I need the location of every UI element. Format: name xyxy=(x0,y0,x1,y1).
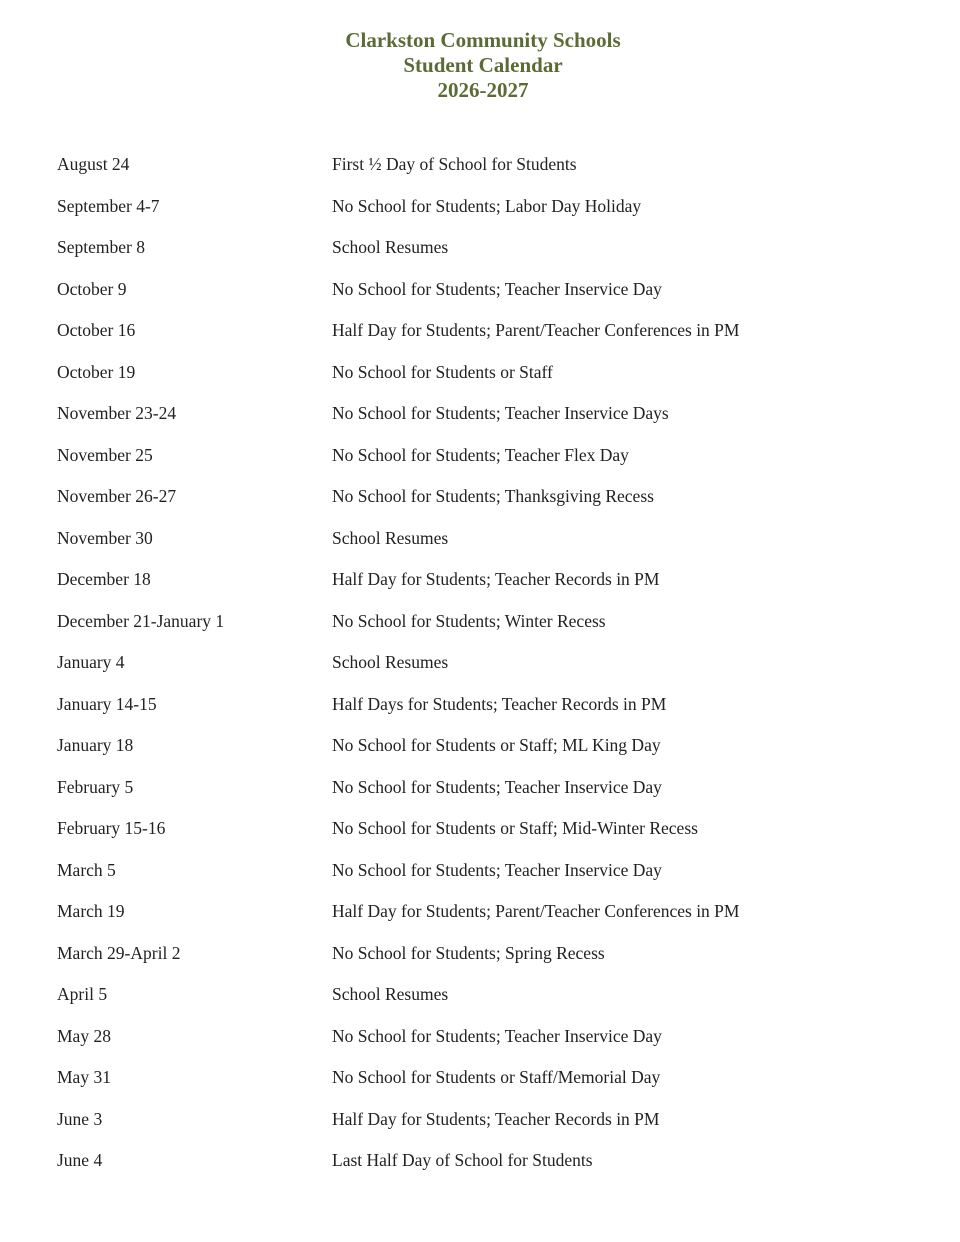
event-description: No School for Students or Staff; Mid-Winter Recess xyxy=(332,818,698,839)
list-item xyxy=(57,559,917,601)
list-item xyxy=(57,642,917,684)
event-description: No School for Students or Staff xyxy=(332,361,553,382)
event-description: Half Days for Students; Teacher Records in PM xyxy=(332,693,667,714)
event-date: June 4 xyxy=(57,1150,103,1171)
event-date: January 14-15 xyxy=(57,693,157,714)
list-item xyxy=(57,725,917,767)
list-item xyxy=(57,974,917,1016)
list-item xyxy=(57,310,917,352)
event-date: January 4 xyxy=(57,652,125,673)
event-date: November 23-24 xyxy=(57,403,177,424)
event-date: December 21-January 1 xyxy=(57,610,225,631)
event-date: May 28 xyxy=(57,1025,111,1046)
event-date: June 3 xyxy=(57,1108,103,1129)
list-item xyxy=(57,435,917,477)
calendar-event-list xyxy=(57,144,917,1182)
list-item xyxy=(57,891,917,933)
list-item xyxy=(57,518,917,560)
event-date: October 16 xyxy=(57,320,136,341)
list-item xyxy=(57,1140,917,1182)
event-date: September 8 xyxy=(57,237,145,258)
list-item xyxy=(57,1099,917,1141)
list-item xyxy=(57,1016,917,1058)
event-description: No School for Students; Teacher Inservice Days xyxy=(332,403,669,424)
event-description: School Resumes xyxy=(332,984,449,1005)
event-date: August 24 xyxy=(57,154,130,175)
school-name: Clarkston Community Schools xyxy=(345,28,621,52)
event-description: Half Day for Students; Parent/Teacher Conferences in PM xyxy=(332,320,740,341)
event-description: Last Half Day of School for Students xyxy=(332,1150,593,1171)
event-description: School Resumes xyxy=(332,652,449,673)
event-date: March 19 xyxy=(57,901,125,922)
event-description: No School for Students; Labor Day Holiday xyxy=(332,195,642,216)
list-item xyxy=(57,393,917,435)
list-item xyxy=(57,1057,917,1099)
event-description: Half Day for Students; Parent/Teacher Conferences in PM xyxy=(332,901,740,922)
list-item xyxy=(57,933,917,975)
event-description: Half Day for Students; Teacher Records in PM xyxy=(332,1108,660,1129)
event-description: No School for Students; Teacher Inservice Day xyxy=(332,1025,662,1046)
list-item xyxy=(57,144,917,186)
event-date: October 9 xyxy=(57,278,127,299)
event-description: No School for Students; Teacher Flex Day xyxy=(332,444,629,465)
event-date: February 5 xyxy=(57,776,134,797)
list-item xyxy=(57,684,917,726)
list-item xyxy=(57,352,917,394)
event-date: December 18 xyxy=(57,569,151,590)
event-date: November 26-27 xyxy=(57,486,177,507)
list-item xyxy=(57,227,917,269)
event-date: September 4-7 xyxy=(57,195,160,216)
event-description: No School for Students; Spring Recess xyxy=(332,942,605,963)
list-item xyxy=(57,808,917,850)
event-date: November 30 xyxy=(57,527,153,548)
list-item xyxy=(57,186,917,228)
event-description: No School for Students; Winter Recess xyxy=(332,610,606,631)
list-item xyxy=(57,476,917,518)
event-description: School Resumes xyxy=(332,237,449,258)
list-item xyxy=(57,767,917,809)
event-date: January 18 xyxy=(57,735,134,756)
list-item xyxy=(57,269,917,311)
calendar-title: Student Calendar xyxy=(403,53,563,77)
event-description: School Resumes xyxy=(332,527,449,548)
event-date: May 31 xyxy=(57,1067,111,1088)
event-date: October 19 xyxy=(57,361,136,382)
event-description: No School for Students; Thanksgiving Recess xyxy=(332,486,654,507)
event-description: No School for Students or Staff/Memorial Day xyxy=(332,1067,661,1088)
event-date: March 29-April 2 xyxy=(57,942,181,963)
event-description: First ½ Day of School for Students xyxy=(332,154,577,175)
event-date: March 5 xyxy=(57,859,116,880)
event-date: April 5 xyxy=(57,984,108,1005)
event-description: No School for Students; Teacher Inservice Day xyxy=(332,278,662,299)
event-description: No School for Students; Teacher Inservice Day xyxy=(332,776,662,797)
event-description: No School for Students or Staff; ML King Day xyxy=(332,735,661,756)
event-description: No School for Students; Teacher Inservice Day xyxy=(332,859,662,880)
event-description: Half Day for Students; Teacher Records in PM xyxy=(332,569,660,590)
list-item xyxy=(57,601,917,643)
list-item xyxy=(57,850,917,892)
calendar-header xyxy=(0,28,960,103)
event-date: February 15-16 xyxy=(57,818,166,839)
school-year: 2026-2027 xyxy=(437,78,529,102)
event-date: November 25 xyxy=(57,444,153,465)
